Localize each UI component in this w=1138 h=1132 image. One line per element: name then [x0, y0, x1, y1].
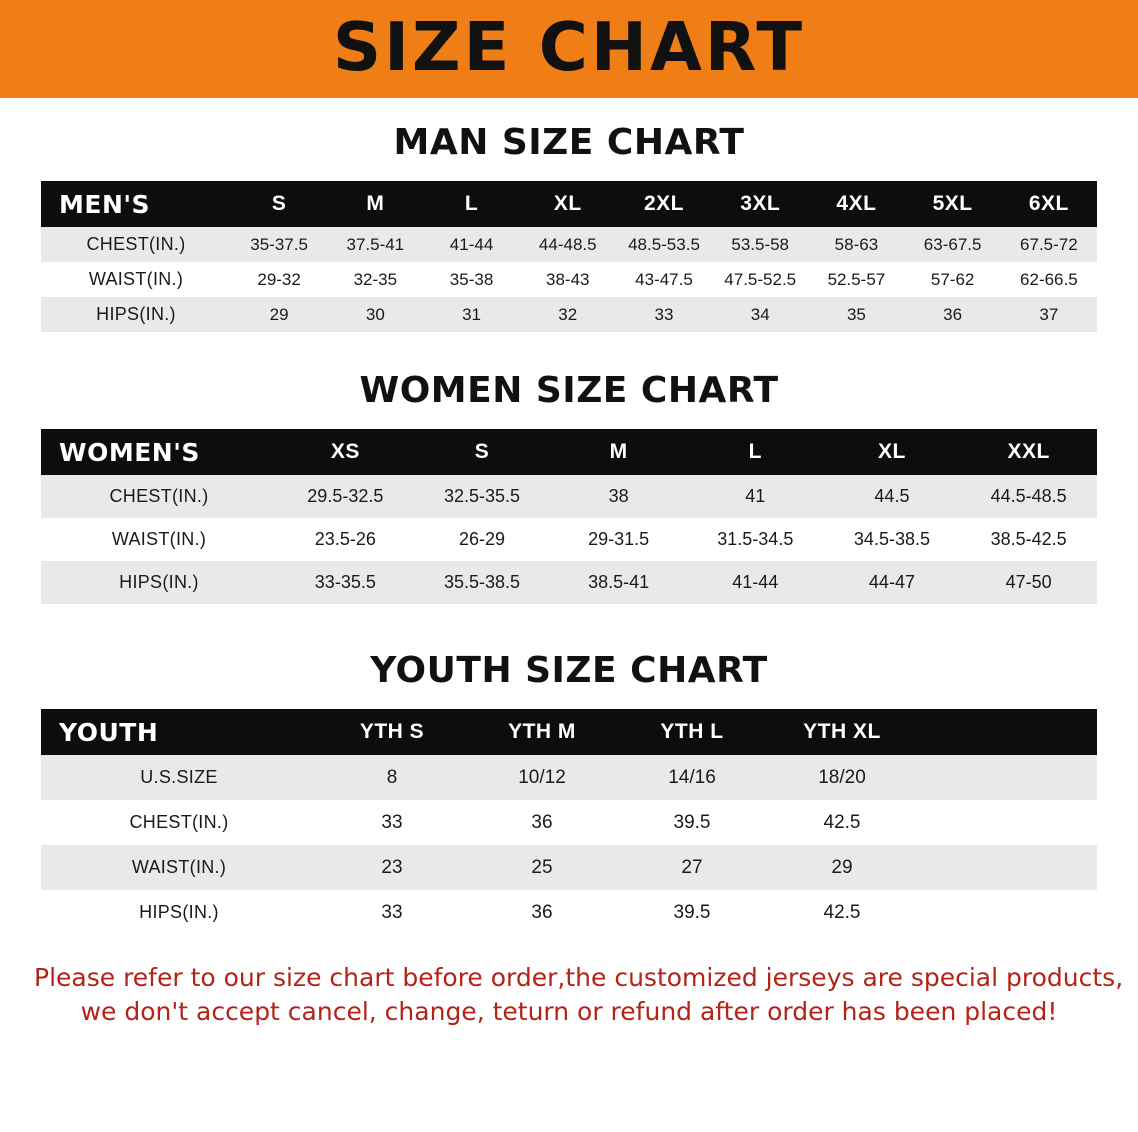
- women-section-heading: WOMEN SIZE CHART: [359, 370, 779, 411]
- women-cell: 41-44: [687, 561, 824, 604]
- man-size-header: 3XL: [712, 181, 808, 227]
- man-cell: 53.5-58: [712, 227, 808, 262]
- table-row: [41, 297, 1097, 332]
- man-row-label: HIPS(IN.): [41, 297, 231, 332]
- man-header-label: MEN'S: [41, 181, 231, 227]
- women-cell: 34.5-38.5: [824, 518, 961, 561]
- man-size-table: [41, 181, 1097, 332]
- women-size-header: XS: [277, 429, 414, 475]
- man-row-label: WAIST(IN.): [41, 262, 231, 297]
- youth-cell: 14/16: [617, 755, 767, 800]
- women-cell: 44-47: [824, 561, 961, 604]
- man-cell: 67.5-72: [1001, 227, 1097, 262]
- women-cell: 32.5-35.5: [414, 475, 551, 518]
- youth-cell: 33: [317, 800, 467, 845]
- women-cell: 35.5-38.5: [414, 561, 551, 604]
- man-table-wrap: [41, 181, 1097, 332]
- table-row: [41, 518, 1097, 561]
- youth-header-label: YOUTH: [41, 709, 317, 755]
- table-row: [41, 475, 1097, 518]
- man-cell: 29-32: [231, 262, 327, 297]
- man-size-header: XL: [520, 181, 616, 227]
- page-banner: [0, 0, 1138, 98]
- women-table-wrap: [41, 429, 1097, 604]
- women-size-header: S: [414, 429, 551, 475]
- women-cell: 29.5-32.5: [277, 475, 414, 518]
- women-cell: 47-50: [960, 561, 1097, 604]
- youth-cell-spacer: [917, 755, 1097, 800]
- table-header-row: [41, 429, 1097, 475]
- youth-size-header: YTH M: [467, 709, 617, 755]
- youth-header-spacer: [917, 709, 1097, 755]
- man-cell: 31: [423, 297, 519, 332]
- women-cell: 38.5-41: [550, 561, 687, 604]
- man-cell: 57-62: [905, 262, 1001, 297]
- man-size-header: 5XL: [905, 181, 1001, 227]
- man-cell: 33: [616, 297, 712, 332]
- women-cell: 26-29: [414, 518, 551, 561]
- women-cell: 29-31.5: [550, 518, 687, 561]
- man-size-header: 6XL: [1001, 181, 1097, 227]
- man-cell: 35-37.5: [231, 227, 327, 262]
- man-cell: 37: [1001, 297, 1097, 332]
- table-row: [41, 262, 1097, 297]
- youth-cell: 18/20: [767, 755, 917, 800]
- man-cell: 35: [808, 297, 904, 332]
- women-cell: 38: [550, 475, 687, 518]
- man-cell: 44-48.5: [520, 227, 616, 262]
- youth-row-label: CHEST(IN.): [41, 800, 317, 845]
- man-cell: 37.5-41: [327, 227, 423, 262]
- youth-cell: 39.5: [617, 800, 767, 845]
- youth-cell: 36: [467, 800, 617, 845]
- man-cell: 52.5-57: [808, 262, 904, 297]
- youth-cell-spacer: [917, 800, 1097, 845]
- man-section-heading: MAN SIZE CHART: [393, 122, 745, 163]
- youth-row-label: HIPS(IN.): [41, 890, 317, 935]
- youth-row-label: WAIST(IN.): [41, 845, 317, 890]
- youth-cell: 36: [467, 890, 617, 935]
- man-size-header: 2XL: [616, 181, 712, 227]
- youth-cell: 29: [767, 845, 917, 890]
- disclaimer-line-1: Please refer to our size chart before order,the customized jerseys are special products,: [34, 963, 1124, 992]
- youth-cell: 42.5: [767, 800, 917, 845]
- women-size-header: L: [687, 429, 824, 475]
- women-size-header: XL: [824, 429, 961, 475]
- man-cell: 47.5-52.5: [712, 262, 808, 297]
- disclaimer-line-2: we don't accept cancel, change, teturn or refund after order has been placed!: [80, 996, 1058, 1026]
- youth-row-label: U.S.SIZE: [41, 755, 317, 800]
- youth-cell: 10/12: [467, 755, 617, 800]
- youth-cell: 39.5: [617, 890, 767, 935]
- man-cell: 48.5-53.5: [616, 227, 712, 262]
- women-row-label: WAIST(IN.): [41, 518, 277, 561]
- table-row: [41, 227, 1097, 262]
- man-size-header: S: [231, 181, 327, 227]
- women-cell: 44.5-48.5: [960, 475, 1097, 518]
- table-row: [41, 561, 1097, 604]
- page-title: SIZE CHART: [332, 7, 806, 86]
- women-size-table: [41, 429, 1097, 604]
- man-size-header: 4XL: [808, 181, 904, 227]
- man-row-label: CHEST(IN.): [41, 227, 231, 262]
- man-cell: 29: [231, 297, 327, 332]
- man-cell: 43-47.5: [616, 262, 712, 297]
- table-row: [41, 845, 1097, 890]
- youth-cell-spacer: [917, 890, 1097, 935]
- table-row: [41, 800, 1097, 845]
- man-cell: 32-35: [327, 262, 423, 297]
- women-cell: 33-35.5: [277, 561, 414, 604]
- youth-size-header: YTH L: [617, 709, 767, 755]
- disclaimer-note: [34, 961, 1124, 1029]
- table-row: [41, 755, 1097, 800]
- youth-cell: 42.5: [767, 890, 917, 935]
- women-row-label: CHEST(IN.): [41, 475, 277, 518]
- women-cell: 41: [687, 475, 824, 518]
- women-size-header: M: [550, 429, 687, 475]
- man-cell: 30: [327, 297, 423, 332]
- man-cell: 34: [712, 297, 808, 332]
- table-header-row: [41, 709, 1097, 755]
- man-cell: 32: [520, 297, 616, 332]
- women-header-label: WOMEN'S: [41, 429, 277, 475]
- youth-table-wrap: [41, 709, 1097, 935]
- youth-cell: 25: [467, 845, 617, 890]
- women-cell: 31.5-34.5: [687, 518, 824, 561]
- man-cell: 62-66.5: [1001, 262, 1097, 297]
- women-cell: 38.5-42.5: [960, 518, 1097, 561]
- table-header-row: [41, 181, 1097, 227]
- man-cell: 35-38: [423, 262, 519, 297]
- women-cell: 23.5-26: [277, 518, 414, 561]
- youth-cell-spacer: [917, 845, 1097, 890]
- women-size-header: XXL: [960, 429, 1097, 475]
- man-size-header: L: [423, 181, 519, 227]
- youth-size-table: [41, 709, 1097, 935]
- man-cell: 38-43: [520, 262, 616, 297]
- man-cell: 36: [905, 297, 1001, 332]
- man-size-header: M: [327, 181, 423, 227]
- youth-cell: 8: [317, 755, 467, 800]
- youth-section-heading: YOUTH SIZE CHART: [370, 650, 768, 691]
- man-cell: 58-63: [808, 227, 904, 262]
- man-cell: 63-67.5: [905, 227, 1001, 262]
- women-cell: 44.5: [824, 475, 961, 518]
- youth-cell: 33: [317, 890, 467, 935]
- man-cell: 41-44: [423, 227, 519, 262]
- women-row-label: HIPS(IN.): [41, 561, 277, 604]
- youth-size-header: YTH S: [317, 709, 467, 755]
- table-row: [41, 890, 1097, 935]
- youth-cell: 23: [317, 845, 467, 890]
- youth-cell: 27: [617, 845, 767, 890]
- youth-size-header: YTH XL: [767, 709, 917, 755]
